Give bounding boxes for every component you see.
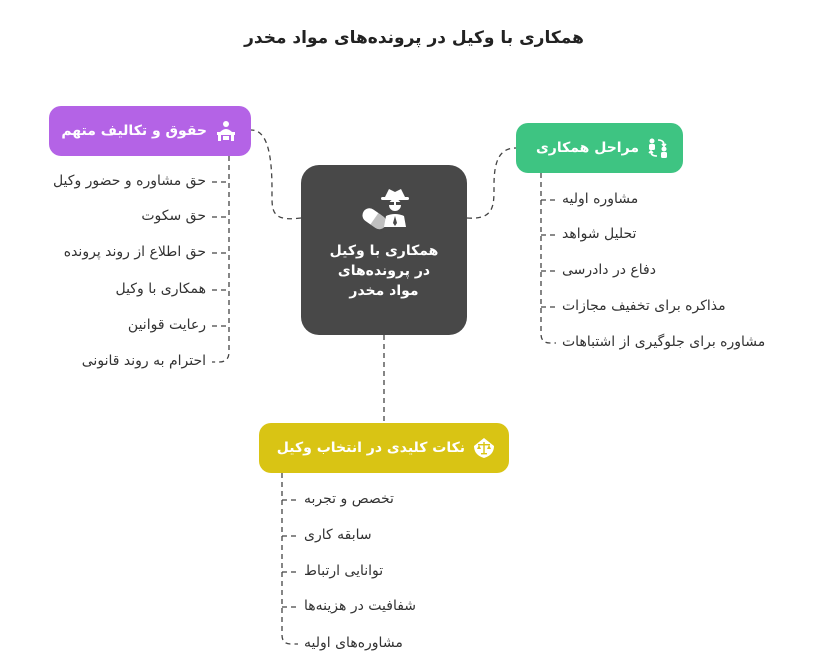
tips-tick (282, 500, 298, 607)
rights-item: همکاری با وکیل (115, 281, 206, 297)
rights-item: حق سکوت (141, 208, 206, 224)
center-node[interactable] (301, 165, 467, 335)
branch-tips[interactable] (259, 423, 509, 473)
rights-item: حق اطلاع از روند پرونده (63, 244, 206, 260)
diagram-title: همکاری با وکیل در پرونده‌های مواد مخدر (244, 28, 584, 48)
steps-item: مشاوره اولیه (562, 191, 639, 207)
branch-steps[interactable] (516, 123, 683, 173)
tips-item: مشاوره‌های اولیه (304, 635, 403, 651)
steps-item: دفاع در دادرسی (562, 262, 656, 278)
people-exchange-icon (647, 137, 669, 159)
branch-rights-label: حقوق و تکالیف متهم (61, 123, 207, 139)
branch-steps-label: مراحل همکاری (535, 140, 639, 156)
steps-item: مذاکره برای تخفیف مجازات (562, 298, 726, 314)
person-at-desk-icon (215, 120, 237, 142)
tips-item: تخصص و تجربه (304, 491, 394, 507)
rights-item: حق مشاوره و حضور وکیل (52, 173, 206, 189)
steps-trunk (541, 173, 556, 343)
center-label (309, 241, 459, 301)
rights-item: احترام به روند قانونی (81, 353, 206, 369)
user-secret-pills-icon (359, 187, 409, 233)
branch-tips-label: نکات کلیدی در انتخاب وکیل (276, 440, 465, 456)
center-label-line: در پرونده‌های (337, 263, 431, 279)
balance-scale-icon (473, 437, 495, 459)
tips-item: سابقه کاری (304, 527, 372, 543)
branch-rights[interactable] (49, 106, 251, 156)
tips-trunk (282, 473, 298, 644)
rights-item: رعایت قوانین (127, 317, 206, 333)
center-label-line: همکاری با وکیل (329, 243, 439, 259)
connector-center-steps (467, 148, 516, 218)
steps-item: مشاوره برای جلوگیری از اشتباهات (562, 334, 766, 350)
tips-item: شفافیت در هزینه‌ها (304, 598, 417, 614)
steps-tick (541, 200, 556, 307)
tips-item: توانایی ارتباط (304, 563, 384, 579)
center-label-line: مواد مخدر (349, 283, 419, 299)
rights-trunk (212, 156, 229, 362)
connector-center-rights (251, 130, 301, 219)
rights-tick (212, 182, 229, 326)
steps-item: تحلیل شواهد (562, 226, 637, 242)
